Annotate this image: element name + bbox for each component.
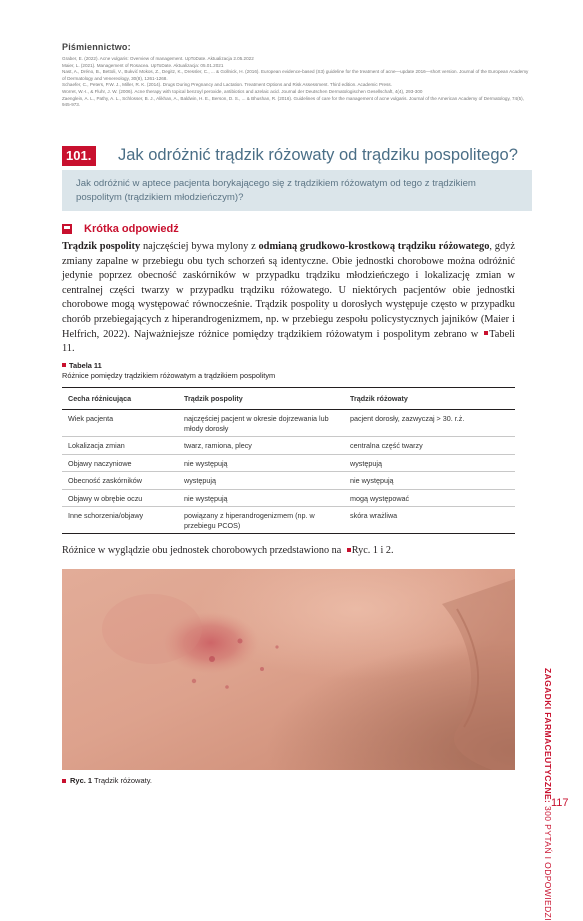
references-heading: Piśmiennictwo: [62, 42, 131, 52]
table-row [62, 489, 515, 507]
question-prompt: Jak odróżnić w aptece pacjenta borykającego się z trądzikiem różowatym od tego z trądzikiem pospolitym (trądzikiem młodzieńczym)? [76, 178, 476, 203]
running-title-vertical [543, 668, 553, 921]
table-cell: twarz, ramiona, plecy [178, 437, 344, 455]
figure-label: Ryc. 1 [70, 776, 93, 785]
references-section [62, 42, 532, 109]
figure-reference-link[interactable]: Ryc. 1 i 2 [351, 545, 391, 556]
reference-item: Schaefer, C., Peters, P.W. J., Miller, R. K. (2014). Drugs During Pregnancy and Lactation. Treatment Options and Risk Assessment. Third edition. Academic Press. [62, 82, 392, 88]
table-reference-link[interactable]: Tabeli 11 [62, 328, 515, 355]
figures-intro-text: . [391, 545, 394, 556]
question-prompt-box [62, 170, 532, 211]
reference-item: Zaenglein, A. L., Pathy, A. L., Schlosser, B. J., Alikhan, A., Baldwin, H. E., Berson, D. S., ... & Bhushan, R. (2016). Guidelines of care for the management of acne vulgaris. Journal of the American Academy of Dermatology, 74(5), 945-973. [62, 95, 524, 108]
running-title-part2: 300 PYTAŃ I ODPOWIEDZI [543, 803, 553, 921]
question-title: Jak odróżnić trądzik różowaty od trądziku pospolitego? [118, 146, 518, 164]
reference-item: Maier, L. (2021). Management of Rosacea. UpToDate. Aktualizacja: 05.01.2021 [62, 62, 224, 68]
table-header-row [62, 388, 515, 410]
answer-paragraph [62, 240, 515, 357]
table-cell: nie występują [178, 489, 344, 507]
answer-text: najczęściej bywa mylony z [140, 241, 259, 252]
table-cell: nie występują [178, 454, 344, 472]
comparison-table [62, 387, 515, 534]
table-header-cell: Trądzik pospolity [178, 388, 344, 410]
rosacea-photo-image [62, 569, 515, 770]
rosacea-photo [62, 569, 515, 770]
figure-caption [62, 776, 152, 786]
table-marker-icon [62, 363, 66, 367]
table-row [62, 507, 515, 534]
page-number: 117 [551, 797, 569, 809]
table-row [62, 472, 515, 490]
table-ref-marker-icon [484, 331, 488, 335]
question-number: 101. [62, 146, 96, 166]
figures-intro [62, 544, 394, 558]
table-cell: występują [344, 454, 515, 472]
table-header-cell: Cecha różnicująca [62, 388, 178, 410]
table-row [62, 437, 515, 455]
answer-marker-icon [62, 224, 72, 234]
table-cell: występują [178, 472, 344, 490]
figure-marker-icon [62, 779, 66, 783]
table-cell: Objawy naczyniowe [62, 454, 178, 472]
table-cell: Wiek pacjenta [62, 410, 178, 437]
reference-item: Graber, E. (2022). Acne vulgaris: Overview of management. UpToDate. Aktualizacja 2.05.2022 [62, 56, 254, 61]
figure-caption-text: Trądzik różowaty. [92, 776, 152, 785]
table-cell: powiązany z hiperandrogenizmem (np. w przebiegu PCOS) [178, 507, 344, 534]
running-title-part1: ZAGADKI FARMACEUTYCZNE: [543, 668, 553, 804]
term-acne-vulgaris: Trądzik pospolity [62, 241, 141, 252]
table-cell: skóra wrażliwa [344, 507, 515, 534]
table-cell: nie występują [344, 472, 515, 490]
table-cell: najczęściej pacjent w okresie dojrzewania lub młody dorosły [178, 410, 344, 437]
table-row [62, 454, 515, 472]
table-header-cell: Trądzik różowaty [344, 388, 515, 410]
question-header [62, 145, 532, 167]
figure-ref-marker-icon [347, 548, 351, 552]
table-cell: Obecność zaskórników [62, 472, 178, 490]
table-label: Tabela 11 [69, 361, 102, 370]
answer-body [62, 240, 515, 357]
answer-text: . [72, 343, 75, 355]
table-cell: mogą występować [344, 489, 515, 507]
reference-item: Worret, W.-I., & Fluhr, J. W. (2006). Acne therapy with topical benzoyl peroxide, antibiotics and azelaic acid. Journal der Deutschen Dermatologischen Gesellschaft, 4(4), 293-300 [62, 88, 423, 94]
table-caption [62, 361, 275, 381]
answer-text: , gdyż zmiany zapalne w przebiegu obu tych schorzeń są identyczne. Obie jednostki chorobowe można odróżnić jedynie poprzez obecność zaskórników w przypadku trądziku młodzieńczego i lokalizację zmian w centralnej części twarzy w przypadku trądziku różowatego. U niektórych pacjentów obie jednostki chorobowe mogą występować równocześnie. Trądzik pospolity u dorosłych występuje często w przypadku chorób przebiegających z hiperandrogenizmem, np. w przebiegu zespołu policystycznych jajników (Maier i Helfrich, 2022). Najważniejsze różnice pomiędzy trądzikiem różowatym i pospolitym zebrano w [62, 241, 515, 340]
reference-item: Nast, A., Dréno, B., Bettoli, V., Bukvić Mokos, Z., Degitz, K., Dressler, C., ... & Gollnick, H. (2016). European evidence-based (S3) guideline for the treatment of acne—update 2016—short version. Journal of the European Academy of Dermatology and Venereology, 30(8), 1261-1268. [62, 69, 529, 81]
answer-heading: Krótka odpowiedź [84, 223, 179, 235]
table-cell: centralna część twarzy [344, 437, 515, 455]
table-cell: pacjent dorosły, zazwyczaj > 30. r.ż. [344, 410, 515, 437]
table-row [62, 410, 515, 437]
table-description: Różnice pomiędzy trądzikiem różowatym a trądzikiem pospolitym [62, 371, 276, 380]
table-cell: Lokalizacja zmian [62, 437, 178, 455]
table-cell: Inne schorzenia/objawy [62, 507, 178, 534]
term-papulopustular-rosacea: odmianą grudkowo-krostkową trądziku różowatego [258, 241, 490, 252]
table-cell: Objawy w obrębie oczu [62, 489, 178, 507]
figures-intro-text: Różnice w wyglądzie obu jednostek chorobowych przedstawiono na [62, 545, 344, 556]
